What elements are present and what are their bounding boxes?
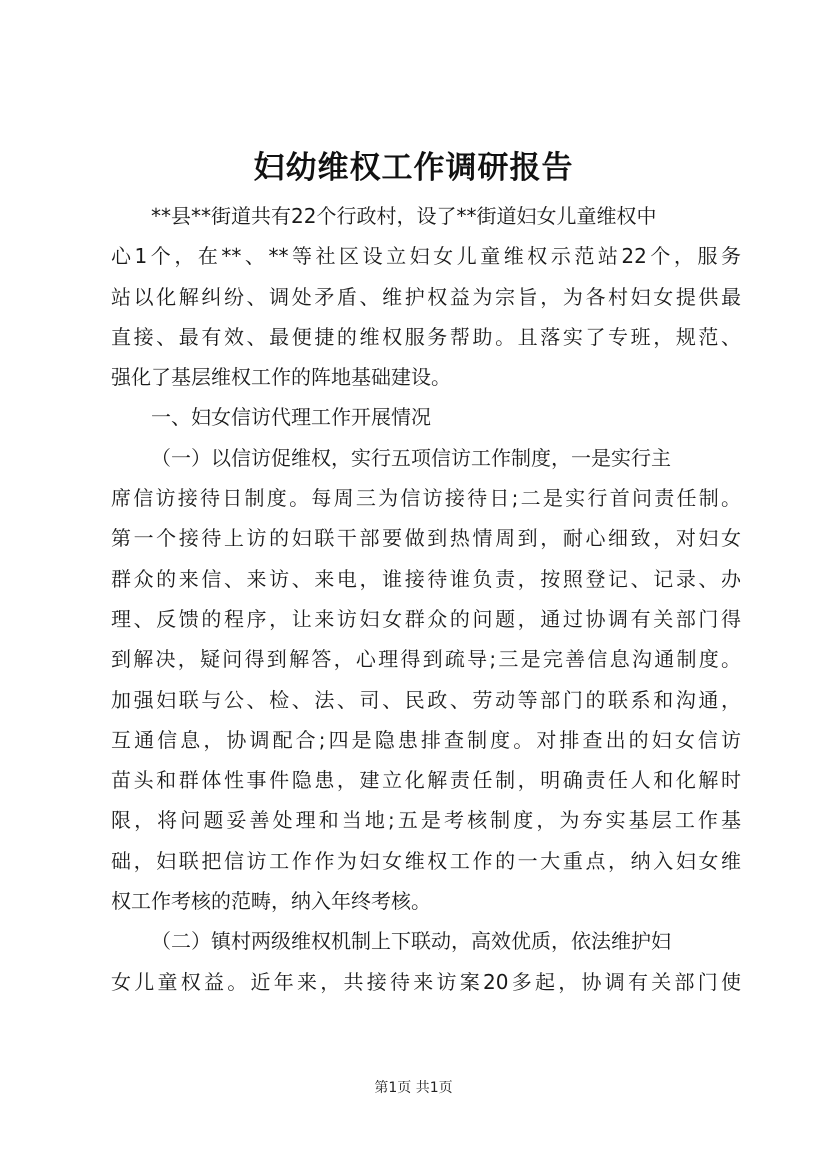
body-line: 苗头和群体性事件隐患，建立化解责任制，明确责任人和化解时 xyxy=(111,768,741,793)
body-line: 限，将问题妥善处理和当地;五是考核制度，为夯实基层工作基 xyxy=(111,808,741,833)
body-line: （一）以信访促维权，实行五项信访工作制度，一是实行主 xyxy=(151,445,671,470)
body-line: 心1个，在**、**等社区设立妇女儿童维权示范站22个，服务 xyxy=(111,244,741,269)
body-line: 直接、最有效、最便捷的维权服务帮助。且落实了专班，规范、 xyxy=(111,324,741,349)
document-title: 妇幼维权工作调研报告 xyxy=(253,150,574,186)
body-line: 加强妇联与公、检、法、司、民政、劳动等部门的联系和沟通， xyxy=(111,687,741,712)
body-line: 强化了基层维权工作的阵地基础建设。 xyxy=(111,365,451,390)
document-body xyxy=(111,196,741,1002)
page-footer: 第1页 共1页 xyxy=(374,1080,453,1096)
body-line: 席信访接待日制度。每周三为信访接待日;二是实行首问责任制。 xyxy=(111,486,741,511)
body-line: 互通信息，协调配合;四是隐患排查制度。对排查出的妇女信访 xyxy=(111,727,741,752)
body-line: 站以化解纠纷、调处矛盾、维护权益为宗旨，为各村妇女提供最 xyxy=(111,284,741,309)
body-line: 第一个接待上访的妇联干部要做到热情周到，耐心细致，对妇女 xyxy=(111,526,741,551)
body-line: 群众的来信、来访、来电，谁接待谁负责，按照登记、记录、办 xyxy=(111,566,741,591)
body-line: **县**街道共有22个行政村，设了**街道妇女儿童维权中 xyxy=(151,204,657,228)
body-line: 权工作考核的范畴，纳入年终考核。 xyxy=(111,889,431,914)
section-heading: 一、妇女信访代理工作开展情况 xyxy=(151,405,431,430)
body-line: 理、反馈的程序，让来访妇女群众的问题，通过协调有关部门得 xyxy=(111,606,741,631)
body-line: 础，妇联把信访工作作为妇女维权工作的一大重点，纳入妇女维 xyxy=(111,848,741,873)
body-line: （二）镇村两级维权机制上下联动，高效优质，依法维护妇 xyxy=(151,929,671,954)
body-line: 女儿童权益。近年来，共接待来访案20多起，协调有关部门使 xyxy=(111,969,741,994)
body-line: 到解决，疑问得到解答，心理得到疏导;三是完善信息沟通制度。 xyxy=(111,647,741,672)
